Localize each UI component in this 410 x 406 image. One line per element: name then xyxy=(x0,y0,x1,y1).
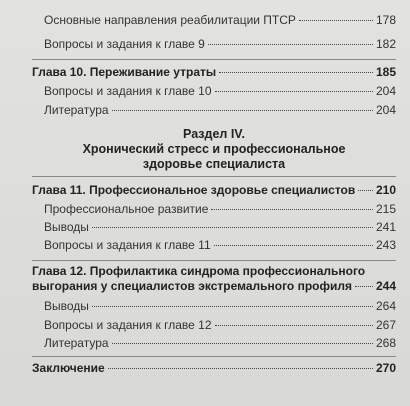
dot-leader xyxy=(211,209,373,210)
toc-conclusion[interactable] xyxy=(32,361,396,375)
chapter-title: Заключение xyxy=(32,361,105,375)
toc-entry[interactable] xyxy=(44,37,396,51)
toc-entry[interactable] xyxy=(44,84,396,98)
toc-chapter-11[interactable] xyxy=(32,183,396,197)
toc-entry-title: Выводы xyxy=(44,220,89,234)
dot-leader xyxy=(112,110,373,111)
toc-entry[interactable] xyxy=(44,103,396,117)
chapter-title-line2-row xyxy=(32,279,396,294)
chapter-title-line1: Глава 12. Профилактика синдрома профессионального xyxy=(32,264,366,278)
chapter-title: Глава 11. Профессиональное здоровье специалистов xyxy=(32,183,356,197)
chapter-title-line2: выгорания у специалистов экстремального профиля xyxy=(32,279,352,293)
chapter-page: 244 xyxy=(375,279,396,293)
dot-leader xyxy=(92,227,373,228)
separator-rule xyxy=(32,59,396,60)
section-title-line1: Хронический стресс и профессиональное xyxy=(82,142,346,156)
toc-entry-title: Выводы xyxy=(44,299,89,313)
toc-entry-page: 204 xyxy=(375,103,396,117)
toc-entry[interactable] xyxy=(44,202,396,216)
dot-leader xyxy=(355,286,373,287)
toc-entry[interactable] xyxy=(44,336,396,350)
toc-entry[interactable] xyxy=(44,299,396,313)
dot-leader xyxy=(219,72,373,73)
toc-entry-title: Вопросы и задания к главе 11 xyxy=(44,238,211,252)
toc-entry-page: 204 xyxy=(375,84,396,98)
toc-entry-page: 267 xyxy=(375,318,396,332)
toc-entry-page: 241 xyxy=(375,220,396,234)
toc-entry-title: Литература xyxy=(44,336,109,350)
toc-entry[interactable] xyxy=(44,13,396,27)
dot-leader xyxy=(358,190,373,191)
dot-leader xyxy=(215,91,373,92)
toc-chapter-10[interactable] xyxy=(32,65,396,79)
dot-leader xyxy=(208,44,373,45)
toc-entry-title: Вопросы и задания к главе 9 xyxy=(44,37,205,51)
dot-leader xyxy=(299,20,373,21)
dot-leader xyxy=(92,306,373,307)
toc-entry-title: Литература xyxy=(44,103,109,117)
section-heading xyxy=(32,127,396,172)
toc-entry-title: Вопросы и задания к главе 12 xyxy=(44,318,212,332)
section-title-line2: здоровье специалиста xyxy=(142,157,286,171)
dot-leader xyxy=(215,325,373,326)
chapter-page: 270 xyxy=(375,361,396,375)
toc-entry-page: 268 xyxy=(375,336,396,350)
toc-entry-page: 264 xyxy=(375,299,396,313)
chapter-title: Глава 10. Переживание утраты xyxy=(32,65,217,79)
toc-entry-title: Вопросы и задания к главе 10 xyxy=(44,84,212,98)
toc-entry-title: Основные направления реабилитации ПТСР xyxy=(44,13,296,27)
toc-entry-page: 182 xyxy=(375,37,396,51)
dot-leader xyxy=(214,245,373,246)
toc-entry[interactable] xyxy=(44,220,396,234)
toc-entry[interactable] xyxy=(44,318,396,332)
separator-rule xyxy=(32,176,396,177)
toc-chapter-12[interactable] xyxy=(32,264,396,294)
toc-entry-page: 178 xyxy=(375,13,396,27)
dot-leader xyxy=(112,343,373,344)
toc-entry[interactable] xyxy=(44,238,396,252)
chapter-page: 210 xyxy=(375,183,396,197)
toc-entry-page: 243 xyxy=(375,238,396,252)
separator-rule xyxy=(32,260,396,261)
dot-leader xyxy=(108,368,373,369)
separator-rule xyxy=(32,356,396,357)
toc-entry-title: Профессиональное развитие xyxy=(44,202,209,216)
toc-entry-page: 215 xyxy=(375,202,396,216)
section-number: Раздел IV. xyxy=(183,127,245,141)
chapter-page: 185 xyxy=(375,65,396,79)
